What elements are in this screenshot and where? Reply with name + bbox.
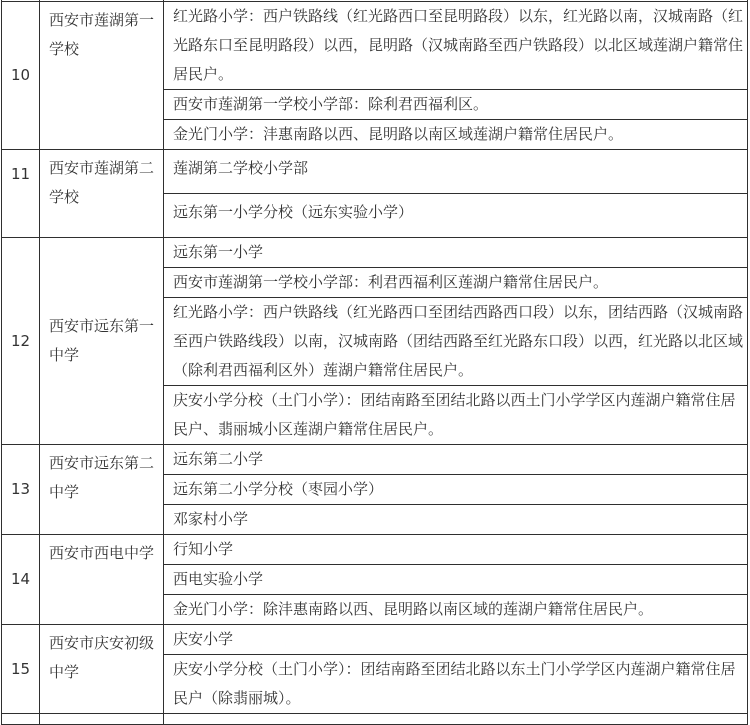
table-row xyxy=(2,2,748,90)
school-name: 西安市莲湖第二学校 xyxy=(40,150,164,238)
row-number: 13 xyxy=(2,445,40,535)
table-row xyxy=(2,150,748,194)
area-cell: 西安市莲湖第一学校小学部：利君西福利区莲湖户籍常住居民户。 xyxy=(164,268,748,298)
area-cell: 金光门小学：沣惠南路以西、昆明路以南区域莲湖户籍常住居民户。 xyxy=(164,120,748,150)
table-row xyxy=(2,714,748,725)
row-number: 14 xyxy=(2,535,40,625)
school-name: 西安市西电中学 xyxy=(40,535,164,625)
school-name: 西安市庆安初级中学 xyxy=(40,625,164,714)
area-cell: 远东第二小学 xyxy=(164,445,748,475)
area-cell: 远东第一小学分校（远东实验小学） xyxy=(164,194,748,238)
area-cell: 远东第二小学分校（枣园小学） xyxy=(164,475,748,505)
area-cell: 远东第一小学 xyxy=(164,238,748,268)
school-name: 西安市远东第一中学 xyxy=(40,238,164,445)
school-district-table xyxy=(1,0,748,725)
row-number: 15 xyxy=(2,625,40,714)
school-name: 西安市远东第二中学 xyxy=(40,445,164,535)
area-cell: 西电实验小学 xyxy=(164,565,748,595)
area-cell: 庆安小学分校（土门小学）：团结南路至团结北路以东土门小学学区内莲湖户籍常住居民户（除翡丽城）。 xyxy=(164,655,748,714)
table-row xyxy=(2,238,748,268)
table-row xyxy=(2,535,748,565)
table-row xyxy=(2,445,748,475)
area-cell: 庆安小学分校（土门小学）：团结南路至团结北路以西土门小学学区内莲湖户籍常住居民户、翡丽城小区莲湖户籍常住居民户。 xyxy=(164,386,748,445)
area-cell: 行知小学 xyxy=(164,535,748,565)
school-name: 西安市莲湖第一学校 xyxy=(40,2,164,150)
area-cell: 金光门小学：除沣惠南路以西、昆明路以南区域的莲湖户籍常住居民户。 xyxy=(164,595,748,625)
table-row xyxy=(2,625,748,655)
row-number: 11 xyxy=(2,150,40,238)
area-cell: 红光路小学：西户铁路线（红光路西口至昆明路段）以东，红光路以南，汉城南路（红光路东口至昆明路段）以西，昆明路（汉城南路至西户铁路段）以北区域莲湖户籍常住居民户。 xyxy=(164,2,748,90)
area-cell: 红光路小学：西户铁路线（红光路西口至团结西路西口段）以东，团结西路（汉城南路至西户铁路线段）以南，汉城南路（团结西路至红光路东口段）以西，红光路以北区域（除利君西福利区外）莲湖户籍常住居民户。 xyxy=(164,298,748,386)
area-cell: 庆安小学 xyxy=(164,625,748,655)
row-number: 10 xyxy=(2,2,40,150)
row-number: 12 xyxy=(2,238,40,445)
area-cell: 莲湖第二学校小学部 xyxy=(164,150,748,194)
area-cell: 邓家村小学 xyxy=(164,505,748,535)
area-cell: 西安市莲湖第一学校小学部：除利君西福利区。 xyxy=(164,90,748,120)
